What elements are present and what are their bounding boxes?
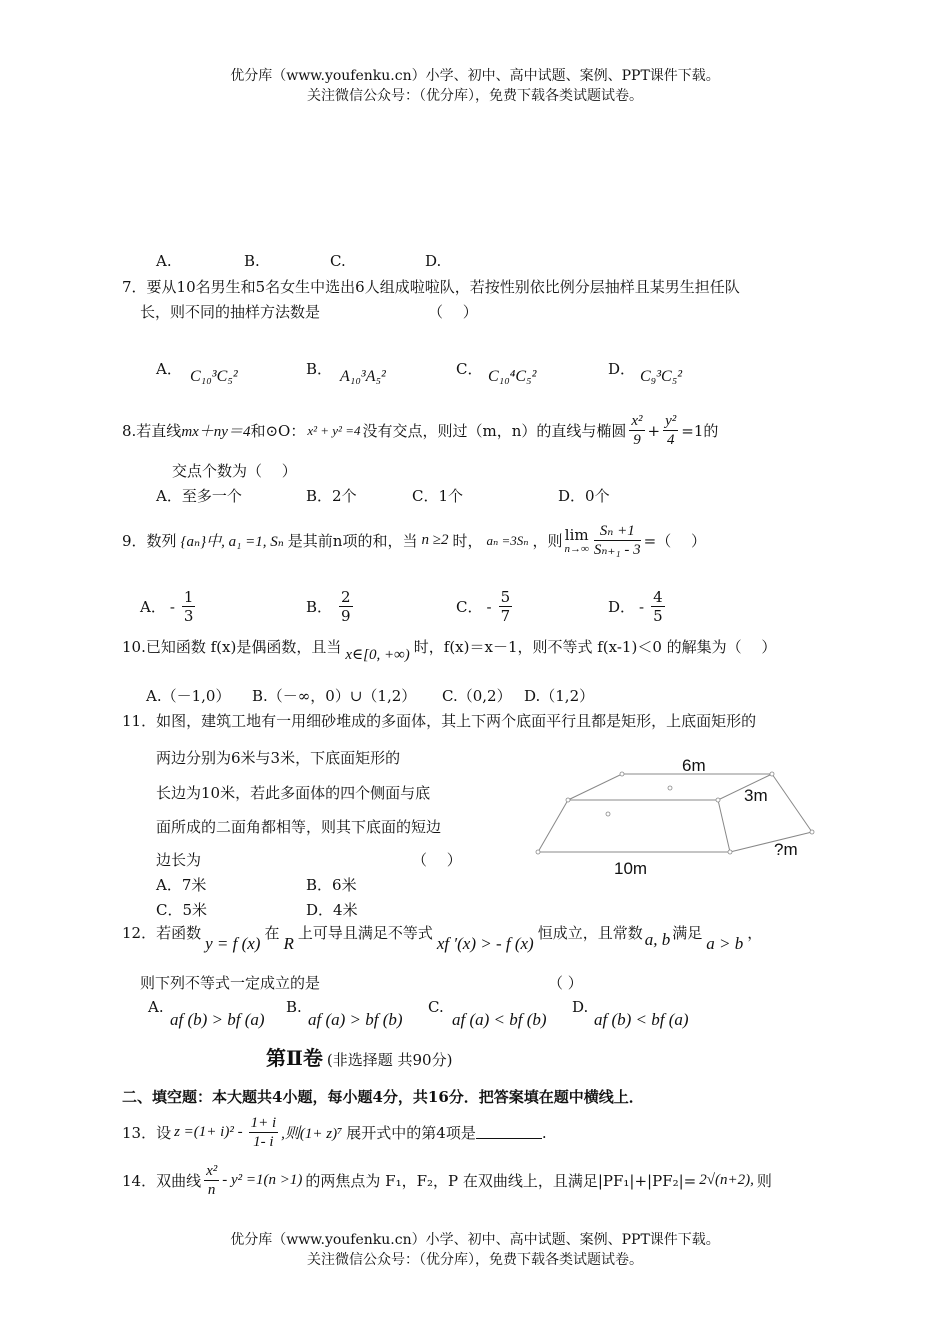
- q9-sign-a: -: [169, 597, 175, 616]
- q8-option-c: C．1个: [412, 487, 464, 505]
- q12-mid4: 满足: [672, 924, 703, 942]
- q10-option-c: C.（0,2）: [442, 687, 512, 705]
- q8-eq1: =1: [681, 421, 704, 440]
- q12-mid3: 恒成立，且常数: [537, 924, 643, 942]
- q9-sign-c: -: [486, 597, 492, 616]
- q8-and: 和⊙O：: [250, 422, 306, 440]
- q11-back-right-edge: [772, 774, 812, 832]
- q11-vertex: [620, 772, 624, 776]
- q9-lim-sub: n→∞: [564, 542, 589, 555]
- q8-ellipse-x-den: 9: [633, 432, 641, 448]
- q8-question: [122, 412, 718, 449]
- q12-function: y = f (x): [205, 934, 261, 953]
- q14-prefix: 14．双曲线: [122, 1172, 202, 1190]
- q12-constants: a, b: [644, 930, 671, 949]
- q11-option-a: A．7米: [156, 876, 207, 894]
- q13-expr: z =(1+ i)² -: [174, 1124, 243, 1140]
- q8-text-line2: 交点个数为（ ）: [172, 462, 297, 480]
- q9-den-c: 7: [500, 607, 511, 625]
- q7-text-line2: 长，则不同的抽样方法数是: [140, 303, 321, 321]
- q10-option-a: A.（－1,0）: [146, 687, 231, 705]
- q12-option-b: af (a) > bf (b): [308, 1010, 403, 1029]
- q11-frustum-figure: [530, 752, 830, 878]
- q11-label-side: 3m: [744, 786, 768, 805]
- q9-lim-word: lim: [564, 525, 589, 544]
- q6-option-a: A.: [156, 252, 172, 270]
- q8-plus: +: [647, 421, 661, 440]
- q11-label-unknown: ?m: [774, 840, 798, 859]
- q9-den-b: 9: [341, 607, 351, 625]
- q9-den-d: 5: [653, 607, 663, 625]
- q9-mid1: 是其前n项的和，当: [287, 532, 418, 550]
- q11-option-c: C．5米: [156, 901, 208, 919]
- q11-text-line4: 面所成的二面角都相等，则其下底面的短边: [156, 818, 442, 836]
- q7-label-b: B．: [306, 360, 333, 378]
- q13-suffix: 展开式中的第4项是: [346, 1124, 476, 1142]
- page-footer-line2: 关注微信公众号：（优分库），免费下载各类试题试卷。: [307, 1252, 643, 1268]
- q13-end: .: [541, 1123, 547, 1142]
- q6-option-d: D.: [425, 252, 442, 270]
- q9-frac-num: Sₙ +1: [594, 522, 641, 541]
- q12-suffix: ，: [747, 924, 763, 942]
- q11-vertex: [566, 798, 570, 802]
- q8-option-b: B．2个: [306, 487, 357, 505]
- q14-mid: 的两焦点为 F₁，F₂，P 在双曲线上，且满足|PF₁|+|PF₂|=: [305, 1172, 697, 1190]
- q14-value: 2√(n+2),: [699, 1172, 754, 1188]
- q9-num-b: 2: [341, 588, 351, 606]
- q12-label-a: A.: [148, 998, 164, 1016]
- q7-option-b: A₁₀³A₅²: [340, 368, 386, 385]
- q9-den-a: 3: [183, 607, 194, 625]
- q11-left-edge: [538, 800, 568, 852]
- q7-label-d: D．: [608, 360, 636, 378]
- q8-prefix: 8.若直线: [122, 422, 182, 440]
- q10-question: [122, 636, 777, 663]
- q9-option-b: [306, 588, 356, 625]
- q13-prefix: 13．设: [122, 1124, 172, 1142]
- q10-option-d: D.（1,2）: [524, 687, 595, 705]
- q12-label-d: D.: [572, 998, 589, 1016]
- q11-text-line1: 11．如图，建筑工地有一用细砂堆成的多面体，其上下两个底面平行且都是矩形，上底面矩形的: [122, 712, 757, 730]
- q9-num-a: 1: [183, 588, 194, 606]
- q13-mid: ,则(1+ z)⁷: [281, 1126, 343, 1142]
- q9-num-c: 5: [500, 588, 511, 606]
- q14-fraction: [204, 1162, 219, 1199]
- q7-text-line1: 7．要从10名男生和5名女生中选出6人组成啦啦队，若按性别依比例分层抽样且某男生担任队: [122, 278, 740, 296]
- q11-label-bottom: 10m: [614, 859, 648, 878]
- q9-relation: aₙ =3Sₙ: [486, 532, 529, 548]
- q9-prefix: 9．数列: [122, 532, 177, 550]
- q7-option-a: C₁₀³C₅²: [190, 368, 238, 385]
- q8-mid-text: 没有交点，则过（m，n）的直线与椭圆: [362, 422, 627, 440]
- q9-mid2: 时，: [452, 532, 483, 550]
- q6-option-c: C.: [330, 252, 346, 270]
- q9-frac-a: [182, 588, 196, 625]
- q9-question: [122, 522, 706, 559]
- part2-title: 第Ⅱ卷: [266, 1046, 323, 1070]
- q9-label-a: A．: [140, 598, 166, 616]
- q9-sequence: {aₙ}中, a₁ =1, Sₙ: [180, 534, 284, 550]
- q12-label-c: C.: [428, 998, 444, 1016]
- q11-center-dot: [668, 786, 672, 790]
- q9-limit: [565, 527, 589, 555]
- q12-option-d: af (b) < bf (a): [594, 1010, 689, 1029]
- q9-frac-c: [499, 588, 513, 625]
- q11-front-right-edge: [718, 800, 730, 852]
- q11-text-line3: 长边为10米，若此多面体的四个侧面与底: [156, 784, 431, 802]
- q9-option-a: [140, 588, 198, 625]
- q12-inequality: xf ′(x) > - f (x): [436, 934, 534, 953]
- q10-interval: x∈[0, +∞): [345, 647, 410, 663]
- q10-suffix: 时，f(x)＝x－1，则不等式 f(x-1)＜0 的解集为（ ）: [413, 638, 777, 656]
- q12-option-a: af (b) > bf (a): [170, 1010, 265, 1029]
- q12-domain: R: [283, 934, 294, 953]
- q7-option-d: C₉³C₅²: [640, 368, 683, 385]
- q8-ellipse-y-num: y²: [665, 413, 677, 429]
- q11-vertex: [728, 850, 732, 854]
- q14-expr: - y² =1(n >1): [222, 1172, 303, 1188]
- q14-frac-num: x²: [206, 1163, 218, 1179]
- q9-eq: =: [643, 531, 657, 550]
- q8-ellipse-x-fraction: [629, 412, 644, 449]
- q8-option-d: D．0个: [558, 487, 610, 505]
- q9-num-d: 4: [653, 588, 663, 606]
- q11-text-line2: 两边分别为6米与3米，下底面矩形的: [156, 749, 401, 767]
- q9-frac-d: [651, 588, 665, 625]
- q11-option-b: B．6米: [306, 876, 357, 894]
- q9-frac-den: Sₙ₊₁ - 3: [593, 542, 641, 558]
- page-header-line2: 关注微信公众号：（优分库），免费下载各类试题试卷。: [307, 88, 643, 104]
- page-header-line1: 优分库（www.youfenku.cn）小学、初中、高中试题、案例、PPT课件下载。: [230, 68, 720, 84]
- q9-limit-fraction: [594, 522, 641, 559]
- q11-option-d: D．4米: [306, 901, 358, 919]
- q13-frac-den: 1- i: [253, 1134, 274, 1150]
- q13-question: [122, 1114, 547, 1151]
- q9-condition: n ≥2: [421, 532, 449, 548]
- q9-label-b: B．: [306, 598, 333, 616]
- q7-option-c: C₁₀⁴C₅²: [488, 368, 537, 385]
- q10-option-b: B.（－∞，0）∪（1,2）: [252, 687, 417, 705]
- q12-mid1: 在: [264, 924, 280, 942]
- q11-text-line5: 边长为: [156, 851, 202, 869]
- page-footer-line1: 优分库（www.youfenku.cn）小学、初中、高中试题、案例、PPT课件下载。: [230, 1232, 720, 1248]
- q6-option-b: B.: [244, 252, 260, 270]
- q9-mid3: ，则: [532, 532, 563, 550]
- q9-label-c: C．: [456, 598, 483, 616]
- q12-label-b: B.: [286, 998, 302, 1016]
- q9-answer-paren: （ ）: [656, 532, 706, 550]
- part2-title-row: [266, 1042, 452, 1071]
- q11-center-dot: [606, 812, 610, 816]
- q12-option-c: af (a) < bf (b): [452, 1010, 547, 1029]
- q8-circle-equation: x² + y² =4: [307, 422, 361, 438]
- q12-answer-paren: （ ）: [548, 974, 583, 992]
- q14-frac-den: n: [207, 1182, 216, 1198]
- q14-suffix: 则: [756, 1172, 772, 1190]
- q9-option-c: [456, 588, 515, 625]
- q12-mid2: 上可导且满足不等式: [297, 924, 433, 942]
- q11-answer-paren: （ ）: [412, 851, 462, 869]
- q9-option-d: [608, 588, 668, 625]
- q11-vertex: [536, 850, 540, 854]
- q8-ellipse-x-num: x²: [631, 413, 643, 429]
- q8-ellipse-y-fraction: [663, 412, 678, 449]
- q11-vertex: [810, 830, 814, 834]
- q9-frac-b: [339, 588, 353, 625]
- q8-ellipse-y-den: 4: [666, 432, 675, 448]
- q10-prefix: 10.已知函数 f(x)是偶函数，且当: [122, 638, 342, 656]
- q12-text-line2: 则下列不等式一定成立的是: [140, 974, 321, 992]
- q8-option-a: A．至多一个: [156, 487, 242, 505]
- q13-fraction: [249, 1114, 279, 1151]
- q7-label-c: C．: [456, 360, 483, 378]
- part2-subtitle: (非选择题 共90分): [326, 1051, 453, 1069]
- q7-answer-paren: （ ）: [428, 303, 478, 321]
- q13-answer-blank[interactable]: [476, 1126, 542, 1139]
- q8-line-equation: mx＋ny＝4: [181, 424, 251, 440]
- q9-label-d: D．: [608, 598, 636, 616]
- q11-bottom-right-edge: [730, 832, 812, 852]
- q11-vertex: [716, 798, 720, 802]
- q11-vertex: [770, 772, 774, 776]
- q14-question: [122, 1162, 772, 1199]
- q7-label-a: A．: [156, 360, 182, 378]
- q13-frac-num: 1+ i: [250, 1115, 277, 1131]
- q12-question: [122, 922, 762, 954]
- q12-prefix: 12．若函数: [122, 924, 202, 942]
- q12-condition: a > b: [706, 934, 744, 953]
- section2-heading: 二、填空题：本大题共4小题，每小题4分，共16分．把答案填在题中横线上．: [122, 1088, 644, 1106]
- q11-label-top: 6m: [682, 756, 706, 775]
- q8-suffix: 的: [703, 422, 719, 440]
- q9-sign-d: -: [639, 597, 645, 616]
